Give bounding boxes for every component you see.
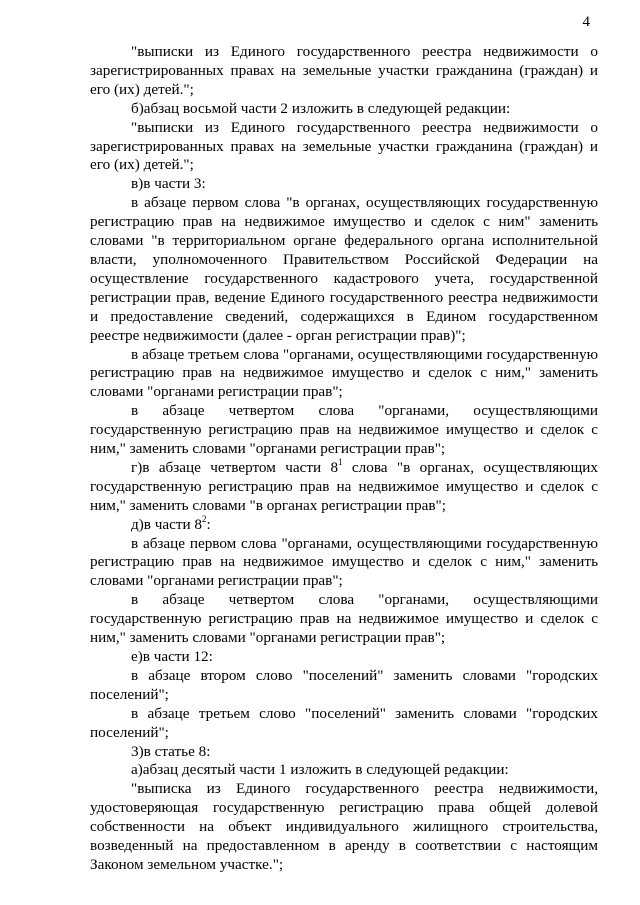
- paragraph-12: е)в части 12:: [131, 648, 213, 665]
- paragraph-15: 3)в статье 8:: [131, 742, 211, 760]
- paragraph-14: в абзаце третьем слово "поселений" заменить словами "городских поселений";: [90, 704, 598, 741]
- paragraph-6: в абзаце третьем слова "органами, осуществляющими государственную регистрацию прав на недвижимое имущество и сделок с ним," заменить словами "органами регистрации прав";: [90, 345, 598, 401]
- paragraph-8-text-after: слова "в органах, осуществляющих государственную регистрацию прав на недвижимое имущество и сделок с ним," заменить словами "в органах регистрации прав";: [90, 458, 598, 514]
- paragraph-9: [90, 513, 598, 535]
- page-number: 4: [582, 14, 590, 30]
- paragraph-17: "выписка из Единого государственного реестра недвижимости, удостоверяющая государственную регистрацию права общей долевой собственности на объект индивидуального жилищного строительства, возведенный на предоставленном в аренду в соответствии с настоящим Законом земельном участке.";: [90, 780, 598, 873]
- paragraph-13: в абзаце втором слово "поселений" заменить словами "городских поселений";: [90, 666, 598, 703]
- paragraph-1: "выписки из Единого государственного реестра недвижимости о зарегистрированных правах на земельные участки гражданина (граждан) и его (их) детей.";: [90, 43, 598, 98]
- superscript-index: 2: [202, 513, 207, 524]
- document-body: [90, 43, 598, 875]
- superscript-index: 1: [338, 456, 343, 467]
- paragraph-11: в абзаце четвертом слова "органами, осуществляющими государственную регистрацию прав на недвижимое имущество и сделок с ним," заменить словами "органами регистрации прав";: [90, 591, 598, 647]
- paragraph-8-text-before: г)в абзаце четвертом части 8: [131, 458, 339, 476]
- paragraph-4: в)в части 3:: [131, 175, 206, 193]
- paragraph-9-text-after: :: [206, 515, 211, 533]
- paragraph-8: [90, 456, 598, 516]
- paragraph-9-text-before: д)в части 8: [131, 515, 203, 533]
- paragraph-7: в абзаце четвертом слова "органами, осуществляющими государственную регистрацию прав на недвижимое имущество и сделок с ним," заменить словами "органами регистрации прав";: [90, 402, 598, 458]
- paragraph-3: "выписки из Единого государственного реестра недвижимости о зарегистрированных правах на земельные участки гражданина (граждан) и его (их) детей.";: [90, 118, 598, 174]
- paragraph-5: в абзаце первом слова "в органах, осуществляющих государственную регистрацию прав на недвижимое имущество и сделок с ним" заменить словами "в территориальном органе федерального органа исполнительной власти, уполномоченного Правительством Российской Федерации на осуществление государственного кадастрового учета, государственной регистрации прав, ведение Единого государственного реестра недвижимости и предоставление сведений, содержащихся в Едином государственном реестре недвижимости (далее - орган регистрации прав)";: [90, 194, 598, 344]
- paragraph-2: б)абзац восьмой части 2 изложить в следующей редакции:: [131, 99, 511, 117]
- paragraph-16: а)абзац десятый части 1 изложить в следующей редакции:: [131, 761, 509, 779]
- paragraph-10: в абзаце первом слова "органами, осуществляющими государственную регистрацию прав на недвижимое имущество и сделок с ним," заменить словами "органами регистрации прав";: [90, 534, 598, 590]
